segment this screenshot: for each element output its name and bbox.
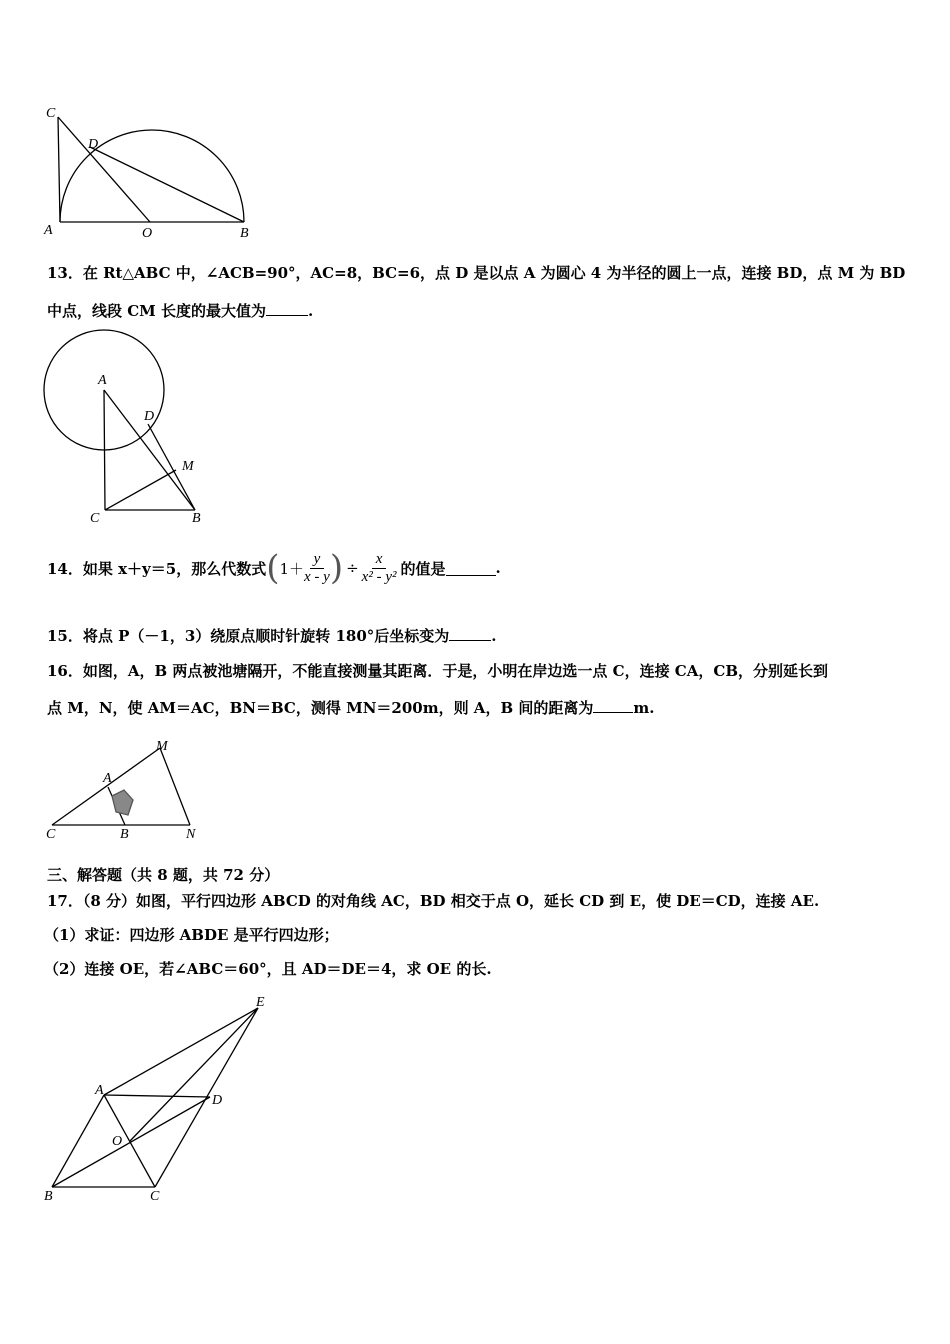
section-3-heading: 三、解答题（共 8 题，共 72 分） bbox=[47, 866, 280, 884]
q15-text: 15．将点 P（－1，3）绕原点顺时针旋转 180°后坐标变为 bbox=[47, 627, 450, 645]
label-a: A bbox=[98, 373, 107, 388]
segment-cm bbox=[52, 748, 160, 825]
q14-prefix: 14．如果 x＋y＝5，那么代数式 bbox=[47, 559, 267, 578]
answer-blank bbox=[446, 561, 496, 576]
q13-line1: 13．在 Rt△ABC 中，∠ACB=90°，AC=8，BC=6，点 D 是以点 A 为圆心 4 为半径的圆上一点，连接 BD，点 M 为 BD bbox=[47, 264, 906, 282]
segment-cm bbox=[105, 470, 176, 510]
label-c: C bbox=[46, 106, 56, 121]
figure-pond bbox=[46, 739, 196, 842]
label-a: A bbox=[103, 771, 112, 786]
pond-shape bbox=[112, 790, 133, 815]
numerator: x bbox=[372, 551, 387, 569]
paren-right: ) bbox=[329, 548, 344, 588]
q16-line2 bbox=[47, 697, 654, 718]
q14-suffix: 的值是 bbox=[400, 559, 446, 578]
segment-ab bbox=[104, 390, 195, 510]
label-b: B bbox=[44, 1189, 53, 1204]
numerator: y bbox=[310, 551, 325, 569]
segment-ab bbox=[52, 1095, 104, 1187]
label-e: E bbox=[256, 995, 265, 1010]
segment-ce bbox=[155, 1008, 258, 1187]
divide-sign: ÷ bbox=[346, 559, 359, 577]
segment-ad bbox=[104, 1095, 210, 1097]
q14-end: . bbox=[495, 559, 501, 577]
label-n: N bbox=[186, 827, 196, 842]
segment-ae bbox=[104, 1008, 258, 1095]
label-o: O bbox=[142, 226, 153, 241]
label-c: C bbox=[46, 827, 56, 842]
label-d: D bbox=[212, 1093, 223, 1108]
q14-one-plus: 1＋ bbox=[279, 559, 305, 578]
label-c: C bbox=[90, 511, 100, 526]
segment-ca bbox=[58, 117, 60, 222]
q16-line1: 16．如图，A，B 两点被池塘隔开，不能直接测量其距离．于是，小明在岸边选一点 C，连接 CA，CB，分别延长到 bbox=[47, 662, 828, 680]
label-m: M bbox=[182, 459, 194, 474]
q16-end: m. bbox=[633, 699, 655, 717]
q13-end: . bbox=[308, 302, 314, 320]
segment-ac bbox=[104, 390, 105, 510]
answer-blank bbox=[449, 640, 491, 641]
answer-blank bbox=[266, 315, 308, 316]
q16-text: 点 M，N，使 AM＝AC，BN＝BC，测得 MN＝200m，则 A，B 间的距离为 bbox=[47, 699, 594, 717]
q15 bbox=[47, 625, 497, 646]
label-a: A bbox=[44, 223, 53, 238]
figure-semicircle bbox=[43, 106, 249, 241]
segment-oe bbox=[130, 1008, 258, 1141]
q15-end: . bbox=[491, 627, 497, 645]
label-b: B bbox=[240, 226, 249, 241]
segment-mn bbox=[160, 748, 190, 825]
denominator: x - y bbox=[304, 568, 330, 585]
figure-parallelogram bbox=[44, 995, 265, 1204]
fraction-2 bbox=[362, 551, 397, 586]
label-c: C bbox=[150, 1189, 160, 1204]
q14 bbox=[47, 548, 501, 588]
label-m: M bbox=[156, 739, 168, 754]
label-d: D bbox=[144, 409, 155, 424]
q17-line1: 17．（8 分）如图，平行四边形 ABCD 的对角线 AC，BD 相交于点 O，延长 CD 到 E，使 DE＝CD，连接 AE. bbox=[47, 892, 820, 910]
label-a: A bbox=[95, 1083, 104, 1098]
label-b: B bbox=[192, 511, 201, 526]
q13-line2 bbox=[47, 300, 313, 321]
label-d: D bbox=[88, 137, 99, 152]
label-o: O bbox=[112, 1134, 123, 1149]
figure-circle-triangle bbox=[44, 330, 201, 526]
segment-db bbox=[90, 147, 244, 222]
q17-part2: （2）连接 OE，若∠ABC＝60°，且 AD＝DE＝4，求 OE 的长. bbox=[44, 960, 492, 978]
q17-part1: （1）求证：四边形 ABDE 是平行四边形； bbox=[44, 926, 339, 944]
paren-left: ( bbox=[266, 548, 280, 588]
denominator: x² - y² bbox=[361, 568, 397, 585]
answer-blank bbox=[593, 712, 633, 713]
fraction-1 bbox=[304, 551, 330, 586]
label-b: B bbox=[120, 827, 129, 842]
segment-bd bbox=[52, 1097, 210, 1187]
q13-text: 中点，线段 CM 长度的最大值为 bbox=[47, 302, 266, 320]
